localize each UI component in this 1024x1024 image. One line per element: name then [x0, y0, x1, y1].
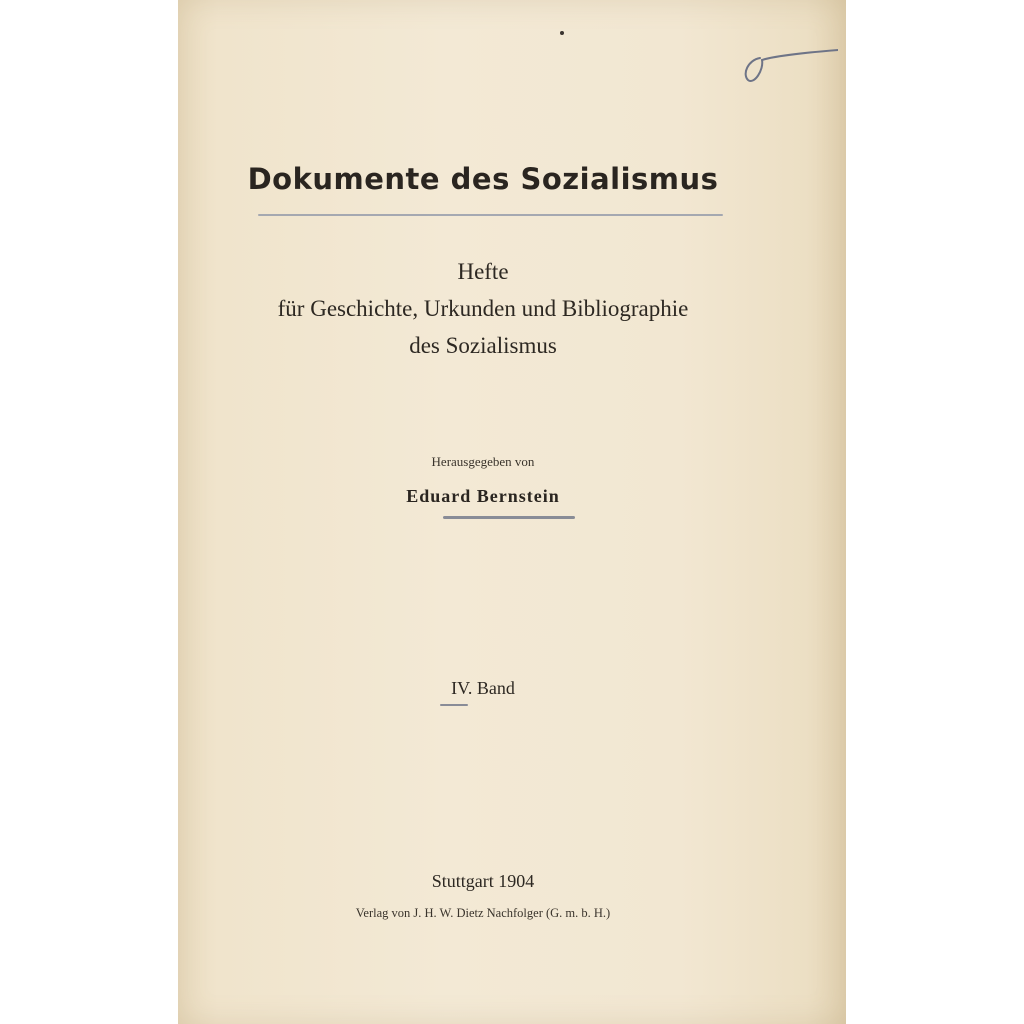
subtitle-line-2: für Geschichte, Urkunden und Bibliographie — [277, 296, 689, 321]
editor-label: Herausgegeben von — [431, 454, 535, 469]
pencil-annotation-mark — [738, 40, 838, 90]
editor-name: Eduard Bernstein — [406, 486, 560, 506]
place-and-year: Stuttgart 1904 — [431, 871, 535, 891]
pencil-underline-editor — [443, 516, 575, 519]
ink-speck — [560, 31, 564, 35]
pencil-underline-volume — [440, 704, 468, 706]
subtitle-line-1: Hefte — [457, 259, 509, 284]
title-page — [178, 0, 846, 1024]
pencil-underline-title — [258, 214, 723, 216]
subtitle — [178, 253, 788, 364]
publisher-line: Verlag von J. H. W. Dietz Nachfolger (G. m. b. H.) — [355, 906, 611, 920]
series-title: Dokumente des Sozialismus — [247, 162, 719, 196]
subtitle-line-3: des Sozialismus — [409, 333, 557, 358]
volume-label: IV. Band — [451, 678, 515, 698]
